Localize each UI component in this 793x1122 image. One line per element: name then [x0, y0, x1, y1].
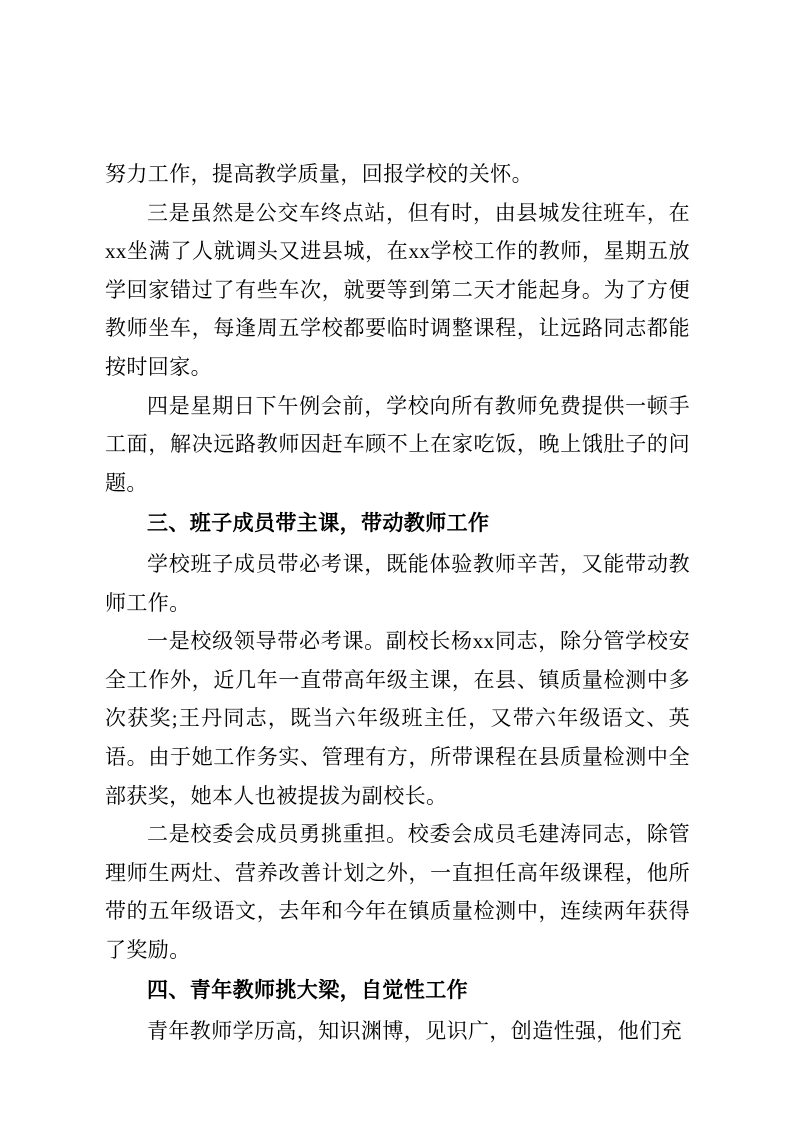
paragraph-continuation: 努力工作，提高教学质量，回报学校的关怀。 — [105, 162, 533, 186]
paragraph-leaders-teach: 学校班子成员带必考课，既能体验教师辛苦，又能带动教师工作。 — [105, 551, 690, 615]
paragraph-school-leaders: 一是校级领导带必考课。副校长杨xx同志，除分管学校安全工作外，近几年一直带高年级主课，在县、镇质量检测中多次获奖;王丹同志，既当六年级班主任，又带六年级语文、英语。由于她工作务实、管理有方，所带课程在县质量检测中全部获奖，她本人也被提拔为副校长。 — [105, 629, 690, 808]
paragraph-young-teachers: 青年教师学历高，知识渊博，见识广，创造性强，他们充 — [147, 1019, 682, 1044]
section-heading-three: 三、班子成员带主课，带动教师工作 — [147, 511, 490, 536]
section-heading-four: 四、青年教师挑大梁，自觉性工作 — [147, 978, 468, 1003]
paragraph-sunday-meal: 四是星期日下午例会前，学校向所有教师免费提供一顿手工面，解决远路教师因赶车顾不上在家吃饭，晚上饿肚子的问题。 — [105, 393, 690, 495]
document-body — [105, 155, 690, 1051]
paragraph-committee-members: 二是校委会成员勇挑重担。校委会成员毛建涛同志，除管理师生两灶、营养改善计划之外，一直担任高年级课程，他所带的五年级语文，去年和今年在镇质量检测中，连续两年获得了奖励。 — [105, 822, 690, 962]
paragraph-bus-schedule: 三是虽然是公交车终点站，但有时，由县城发往班车，在xx坐满了人就调头又进县城，在xx学校工作的教师，星期五放学回家错过了有些车次，就要等到第二天才能起身。为了方便教师坐车，每逢周五学校都要临时调整课程，让远路同志都能按时回家。 — [105, 200, 690, 379]
